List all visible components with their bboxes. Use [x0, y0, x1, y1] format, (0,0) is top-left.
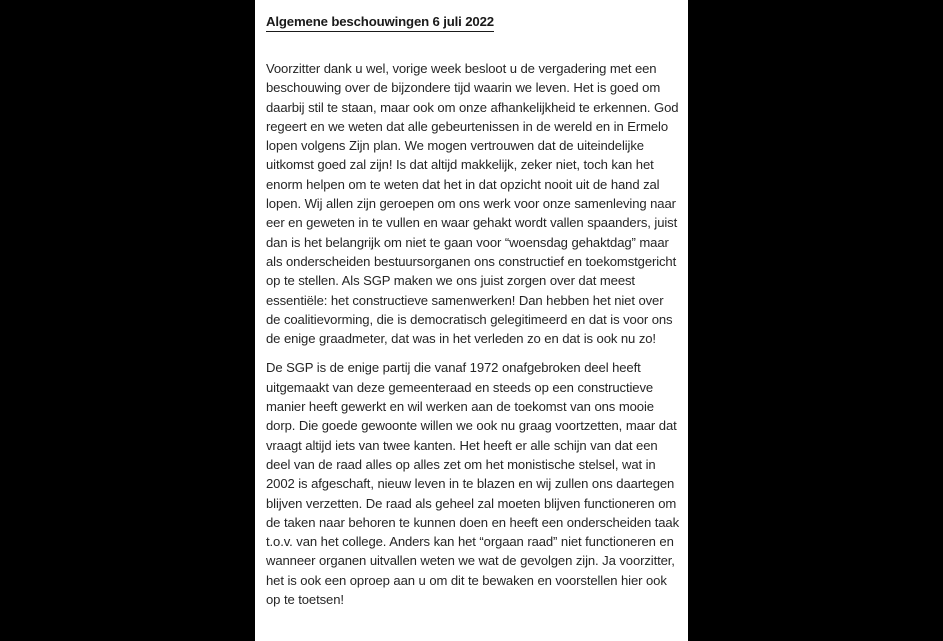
document-page [255, 0, 688, 641]
document-paragraph: De SGP is de enige partij die vanaf 1972 onafgebroken deel heeft uitgemaakt van deze gemeenteraad en steeds op een constructieve manier heeft gewerkt en wil werken aan de toekomst van ons mooie dorp. Die goede gewoonte willen we ook nu graag voortzetten, maar dat vraagt altijd iets van twee kanten. Het heeft er alle schijn van dat een deel van de raad alles op alles zet om het monistische stelsel, wat in 2002 is afgeschaft, nieuw leven in te blazen en wij zullen ons daartegen blijven verzetten. De raad als geheel zal moeten blijven functioneren om de taken naar behoren te kunnen doen en heeft een onderscheiden taak t.o.v. van het college. Anders kan het “orgaan raad” niet functioneren en wanneer organen uitvallen weten we wat de gevolgen zijn. Ja voorzitter, het is ook een oproep aan u om dit te bewaken en voorstellen hier ook op te toetsen! [266, 360, 680, 608]
letterbox-right [688, 0, 943, 641]
document-title: Algemene beschouwingen 6 juli 2022 [266, 0, 494, 32]
document-title-row [266, 0, 681, 32]
letterbox-left [0, 0, 255, 641]
document-body [266, 0, 681, 609]
document-paragraph: Voorzitter dank u wel, vorige week besloot u de vergadering met een beschouwing over de bijzondere tijd waarin we leven. Het is goed om daarbij stil te staan, maar ook om onze afhankelijkheid te erkennen. God regeert en we weten dat alle gebeurtenissen in de wereld en in Ermelo lopen volgens Zijn plan. We mogen vertrouwen dat de uiteindelijke uitkomst goed zal zijn! Is dat altijd makkelijk, zeker niet, toch kan het enorm helpen om te weten dat het in dat opzicht nooit uit de hand zal lopen. Wij allen zijn geroepen om ons werk voor onze samenleving naar eer en geweten in te vullen en waar gehakt wordt vallen spaanders, juist dan is het belangrijk om niet te gaan voor “woensdag gehaktdag” maar als onderscheiden bestuursorganen ons constructief en toekomstgericht op te stellen. Als SGP maken we ons juist zorgen over dat meest essentiële: het constructieve samenwerken! Dan hebben het niet over de coalitievorming, die is democratisch gelegitimeerd en dat is voor ons de enige graadmeter, dat was in het verleden zo en dat is ook nu zo! [266, 61, 679, 347]
